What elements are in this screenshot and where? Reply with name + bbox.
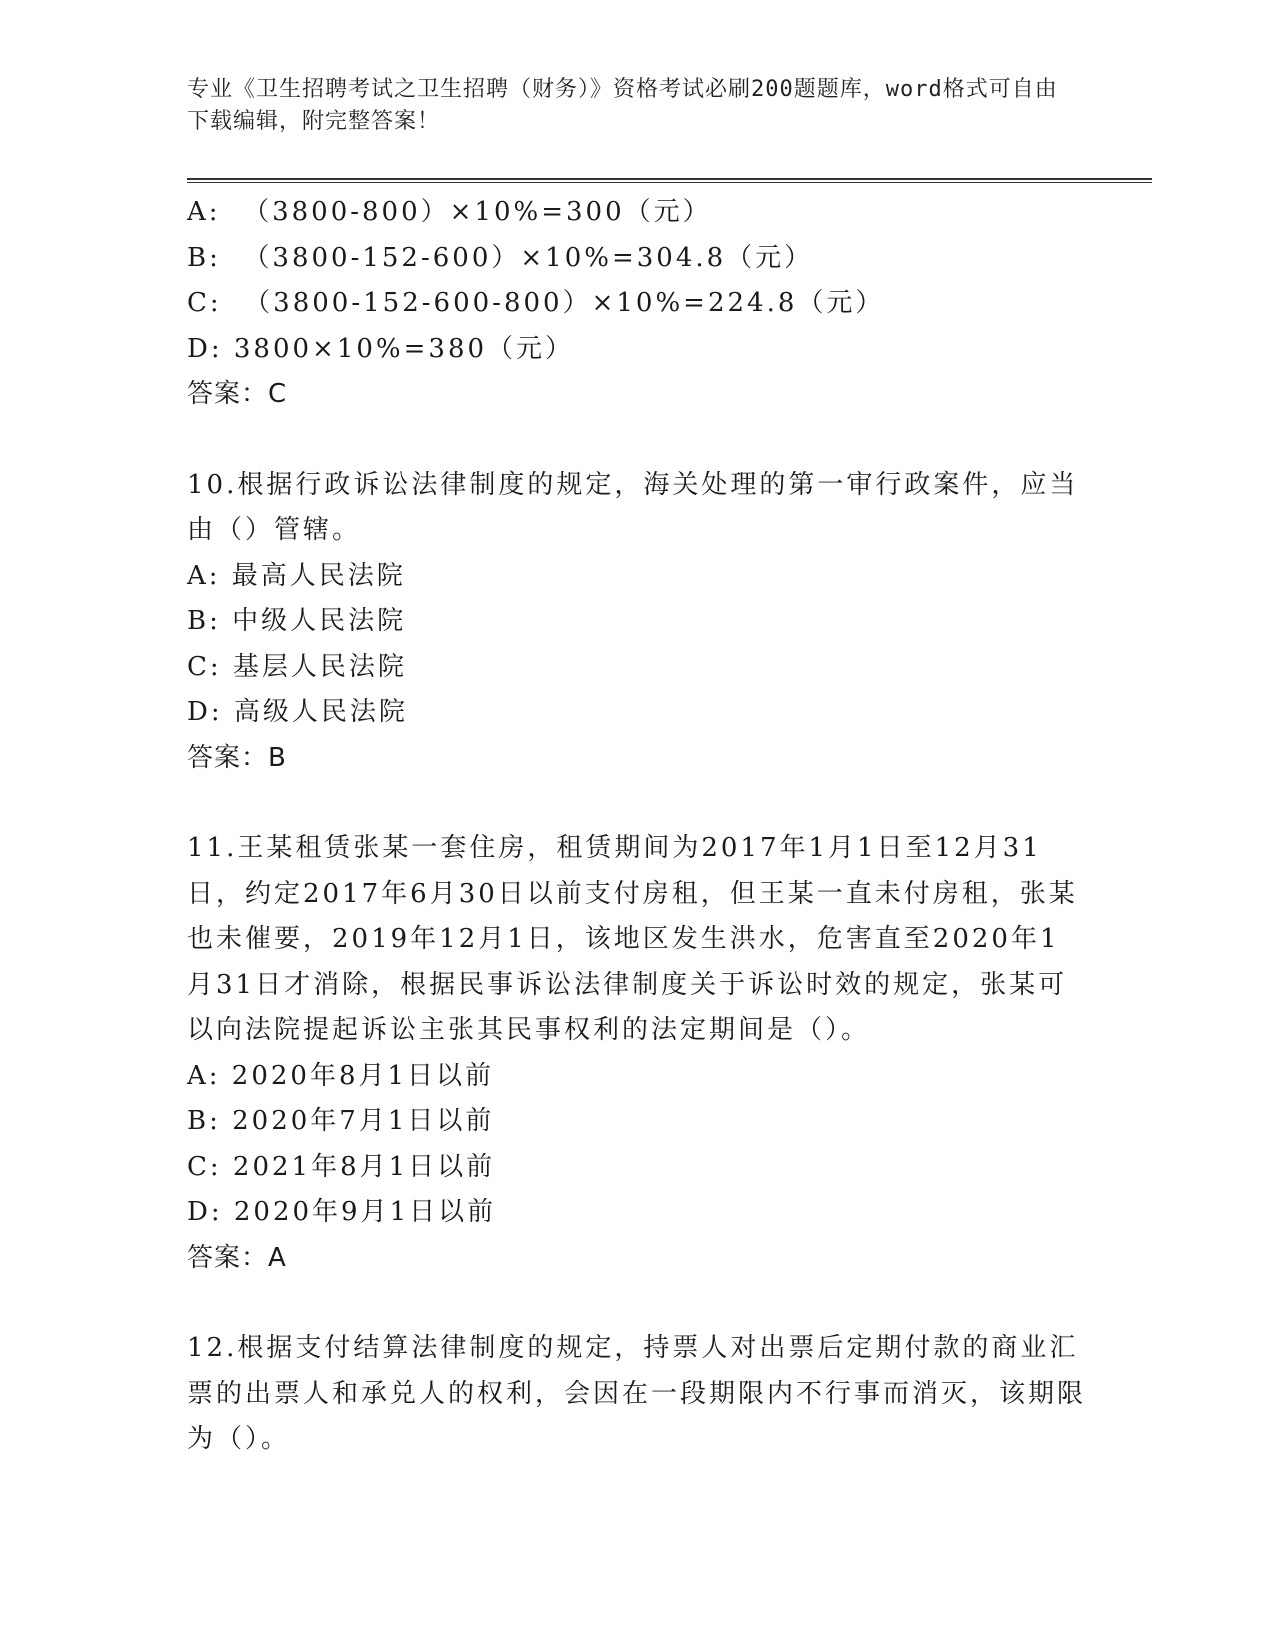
- answer: 答案：B: [187, 742, 287, 773]
- document-header: 专业《卫生招聘考试之卫生招聘（财务）》资格考试必刷200题题库，word格式可自由下载编辑，附完整答案！: [187, 77, 1058, 134]
- header-rule-thick: [187, 178, 1152, 180]
- option-d: D: 3800×10%=380（元）: [187, 333, 575, 364]
- question-10-block: [187, 463, 1087, 782]
- question-text: 11.王某租赁张某一套住房，租赁期间为2017年1月1日至12月31日，约定2017年6月30日以前支付房租，但王某一直未付房租，张某也未催要，2019年12月1日，该地区发生洪水，危害直至2020年1月31日才消除，根据民事诉讼法律制度关于诉讼时效的规定，张某可以向法院提起诉讼主张其民事权利的法定期间是（）。: [187, 833, 1078, 1045]
- option-d: D: 2020年9月1日以前: [187, 1197, 497, 1227]
- question-9-block: [187, 190, 1087, 418]
- question-text: 12.根据支付结算法律制度的规定，持票人对出票后定期付款的商业汇票的出票人和承兑人的权利，会因在一段期限内不行事而消灭，该期限为（）。: [187, 1333, 1087, 1454]
- option-a: A: 最高人民法院: [187, 560, 406, 591]
- question-12-block: [187, 1326, 1087, 1463]
- option-a: A: 2020年8月1日以前: [187, 1060, 495, 1091]
- option-c: C: （3800-152-600-800）×10%=224.8（元）: [187, 288, 885, 318]
- option-b: B: 2020年7月1日以前: [187, 1106, 495, 1136]
- option-b: B: 中级人民法院: [187, 606, 407, 636]
- header-rule-thin: [187, 182, 1152, 183]
- option-c: C: 基层人民法院: [187, 651, 407, 682]
- option-b: B: （3800-152-600）×10%=304.8（元）: [187, 242, 814, 273]
- option-d: D: 高级人民法院: [187, 697, 408, 727]
- document-body: [187, 190, 1087, 1463]
- option-a: A: （3800-800）×10%=300（元）: [187, 197, 712, 227]
- option-c: C: 2021年8月1日以前: [187, 1151, 496, 1182]
- answer: 答案：A: [187, 1242, 287, 1273]
- question-11-block: [187, 826, 1087, 1281]
- question-text: 10.根据行政诉讼法律制度的规定，海关处理的第一审行政案件，应当由（）管辖。: [187, 469, 1079, 545]
- answer: 答案：C: [187, 379, 288, 409]
